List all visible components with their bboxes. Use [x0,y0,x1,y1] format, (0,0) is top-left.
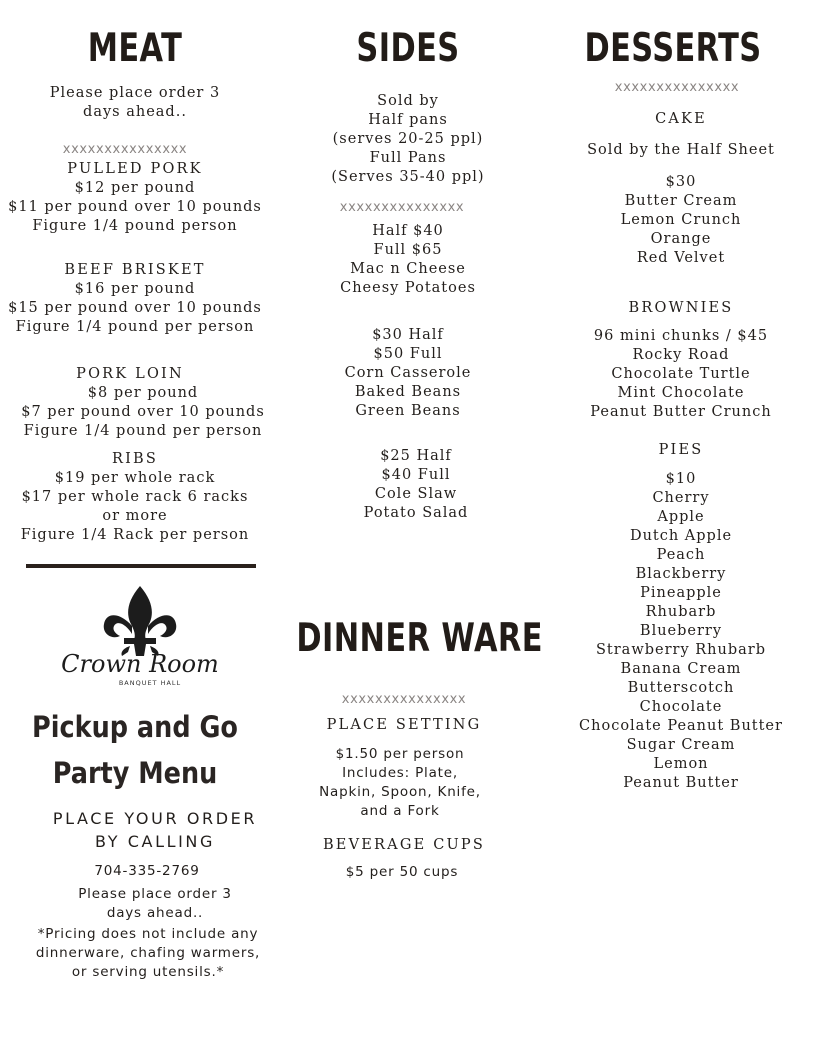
sides-item: Mac n Cheese [350,261,466,277]
meat-item-pork-loin [8,365,278,441]
pie-flavor: Peach [656,547,706,563]
cake-flavor: Orange [650,231,712,247]
phone-number[interactable]: 704-335-2769 [94,863,200,879]
sides-sold-by-line: Sold by [377,93,439,109]
brownies-label: BROWNIES [628,300,734,316]
meat-item-ribs [0,450,270,545]
meat-advance-line: Please place order 3 [49,85,221,101]
meat-item-line: $17 per whole rack 6 racks [21,489,249,505]
sides-sold-by-line: (serves 20-25 ppl) [332,131,484,147]
promo-advance-line: Please place order 3 [78,886,232,902]
cake-label: CAKE [655,111,707,127]
disclaimer-line: *Pricing does not include any [37,926,259,942]
logo-wordmark: Crown Room [61,650,219,678]
promo-title-line: Party Menu [52,756,218,790]
pricing-disclaimer [0,925,296,982]
sides-price: $25 Half [380,448,452,464]
sides-group-3 [278,447,554,523]
brownies-flavor: Chocolate Turtle [611,366,751,382]
meat-item-pulled-pork [0,160,270,236]
sides-price: $40 Full [381,467,451,483]
cake-flavor: Red Velvet [636,250,726,266]
meat-item-line: $11 per pound over 10 pounds [8,199,262,215]
pies-list [546,470,816,793]
meat-item-line: $7 per pound over 10 pounds [21,404,265,420]
desserts-divider: xxxxxxxxxxxxxxx [614,80,740,95]
meat-item-line: Figure 1/4 Rack per person [20,527,250,543]
pie-flavor: Sugar Cream [626,737,736,753]
beverage-cups-price: $5 per 50 cups [345,864,459,880]
pie-flavor: Dutch Apple [629,528,733,544]
brownies-price: 96 mini chunks / $45 [593,328,769,344]
sides-price: $30 Half [372,327,444,343]
fleur-de-lis-icon [104,586,177,656]
sides-item: Baked Beans [354,384,462,400]
promo-title [16,704,254,796]
cake-price: $30 [665,174,697,190]
sides-group-2 [270,326,546,421]
desserts-heading: DESSERTS [584,26,762,71]
call-label-line: PLACE YOUR ORDER [52,809,258,828]
crown-room-logo [40,582,240,690]
sides-price: Full $65 [373,242,443,258]
sides-item: Cheesy Potatoes [340,280,476,296]
meat-item-name: PORK LOIN [76,366,184,382]
promo-advance-notice [0,885,310,923]
meat-item-name: BEEF BRISKET [64,262,206,278]
section-divider-bar [26,564,256,568]
cake-flavor: Butter Cream [624,193,738,209]
pies-label: PIES [658,442,704,458]
meat-item-line: $16 per pound [74,281,196,297]
dinnerware-heading: DINNER WARE [296,616,543,661]
sides-item: Green Beans [355,403,461,419]
sides-sold-by-line: Half pans [368,112,448,128]
cake-flavor: Lemon Crunch [620,212,742,228]
promo-advance-line: days ahead.. [106,905,204,921]
pie-flavor: Chocolate [639,699,723,715]
place-setting-line: Includes: Plate, [342,765,458,781]
meat-item-line: Figure 1/4 pound per person [15,319,255,335]
call-label-line: BY CALLING [95,832,215,851]
meat-item-line: $8 per pound [87,385,199,401]
sides-item: Corn Casserole [344,365,472,381]
sides-price: $50 Full [373,346,443,362]
pie-flavor: Butterscotch [627,680,735,696]
pie-flavor: Chocolate Peanut Butter [579,718,783,734]
pie-flavor: Cherry [652,490,710,506]
cake-list [546,173,816,268]
sides-sold-by-line: (Serves 35-40 ppl) [331,169,485,185]
sides-sold-by-line: Full Pans [369,150,447,166]
sides-item: Cole Slaw [374,486,458,502]
meat-item-line: Figure 1/4 pound person [32,218,238,234]
sides-heading: SIDES [356,26,460,71]
disclaimer-line: dinnerware, chafing warmers, [35,945,261,961]
meat-advance-notice [0,84,270,122]
pie-flavor: Blueberry [639,623,723,639]
beverage-cups-label: BEVERAGE CUPS [322,837,486,853]
pies-price: $10 [665,471,697,487]
meat-advance-line: days ahead.. [83,104,187,120]
pie-flavor: Strawberry Rhubarb [595,642,766,658]
brownies-flavor: Rocky Road [632,347,730,363]
sides-sold-by [270,92,546,187]
meat-item-beef-brisket [0,261,270,337]
dinnerware-divider: xxxxxxxxxxxxxxx [341,692,467,707]
brownies-flavor: Mint Chocolate [617,385,745,401]
meat-item-name: PULLED PORK [67,161,203,177]
pie-flavor: Blackberry [635,566,727,582]
sides-price: Half $40 [372,223,444,239]
place-setting-label: PLACE SETTING [326,717,482,733]
sides-item: Potato Salad [363,505,469,521]
meat-item-line: $19 per whole rack [54,470,216,486]
meat-item-name: RIBS [111,451,159,467]
place-setting-line: $1.50 per person [335,746,465,762]
meat-item-line: $12 per pound [74,180,196,196]
brownies-flavor: Peanut Butter Crunch [590,404,772,420]
pie-flavor: Peanut Butter [623,775,739,791]
pie-flavor: Rhubarb [645,604,717,620]
meat-heading: MEAT [87,26,183,71]
place-setting-line: Napkin, Spoon, Knife, [319,784,481,800]
pie-flavor: Pineapple [640,585,722,601]
meat-item-line: Figure 1/4 pound per person [23,423,263,439]
meat-item-line: or more [102,508,168,524]
disclaimer-line: or serving utensils.* [71,964,225,980]
pie-flavor: Banana Cream [620,661,742,677]
pie-flavor: Apple [657,509,705,525]
sides-divider: xxxxxxxxxxxxxxx [339,200,465,215]
promo-title-line: Pickup and Go [32,710,238,744]
meat-divider: xxxxxxxxxxxxxxx [62,142,188,157]
meat-item-line: $15 per pound over 10 pounds [8,300,262,316]
logo-subtitle: BANQUET HALL [118,679,182,687]
place-setting-details [262,745,538,821]
sides-group-1 [270,222,546,298]
place-setting-line: and a Fork [360,803,440,819]
brownies-list [546,327,816,422]
cake-sold-by: Sold by the Half Sheet [587,142,775,158]
pie-flavor: Lemon [653,756,709,772]
